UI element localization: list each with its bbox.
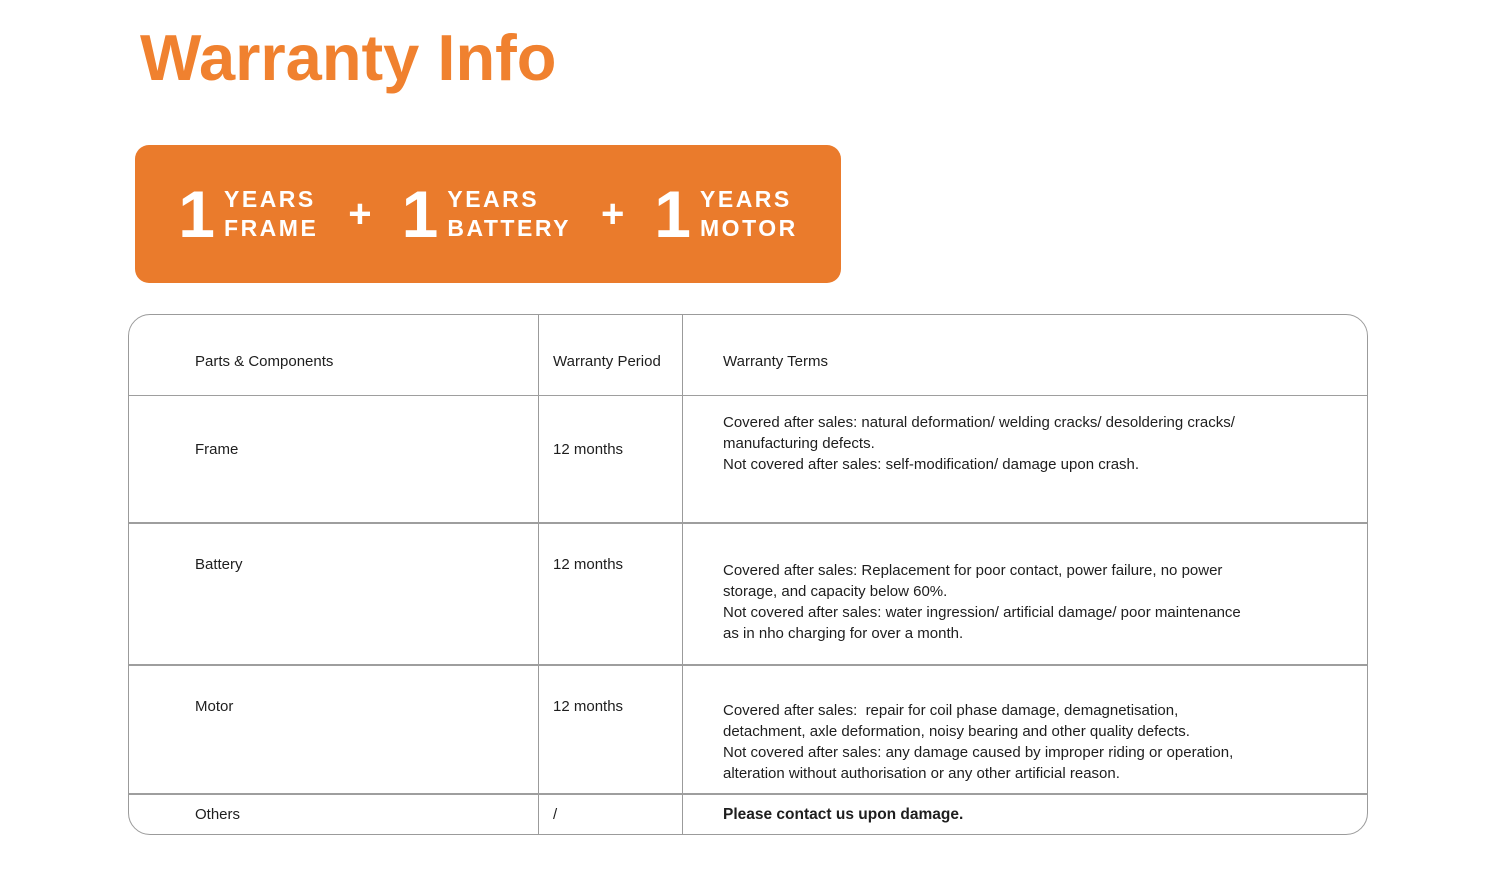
plus-sign: + xyxy=(600,192,625,236)
frame-not-covered-text: Not covered after sales: self-modification/ damage upon crash. xyxy=(723,456,1140,473)
table-header-row xyxy=(129,315,1367,395)
header-warranty-terms: Warranty Terms xyxy=(723,352,829,370)
battery-part-label: BATTERY xyxy=(447,215,571,241)
frame-covered-text: Covered after sales: natural deformation/ welding cracks/ desoldering cracks/ manufacturing defects. xyxy=(723,414,1240,452)
frame-part-cell: Frame xyxy=(129,396,539,522)
motor-part-label: MOTOR xyxy=(700,215,798,241)
page-title: Warranty Info xyxy=(140,21,557,94)
frame-period-cell: 12 months xyxy=(539,396,683,522)
table-row-battery xyxy=(129,522,1367,664)
motor-part-cell: Motor xyxy=(129,666,539,793)
battery-years-unit: YEARS xyxy=(447,186,540,213)
frame-part-label: FRAME xyxy=(224,215,319,241)
battery-covered-text: Covered after sales: Replacement for poor contact, power failure, no power storage, and capacity below 60%. xyxy=(723,562,1227,600)
others-part-cell: Others xyxy=(129,795,539,834)
motor-not-covered-text: Not covered after sales: any damage caused by improper riding or operation, alteration without authorisation or any other artificial reason. xyxy=(723,744,1238,782)
others-terms-cell xyxy=(683,795,1368,834)
others-period-cell: / xyxy=(539,795,683,834)
table-row-frame xyxy=(129,395,1367,522)
table-row-others xyxy=(129,793,1367,834)
banner-item-battery xyxy=(401,176,571,251)
motor-covered-text: Covered after sales: repair for coil phase damage, demagnetisation, detachment, axle deformation, noisy bearing and other quality defects. xyxy=(723,702,1190,740)
header-parts-components: Parts & Components xyxy=(129,315,539,395)
header-warranty-period: Warranty Period xyxy=(539,315,683,395)
battery-part-cell: Battery xyxy=(129,524,539,664)
warranty-years-banner xyxy=(135,145,841,283)
battery-not-covered-text: Not covered after sales: water ingression/ artificial damage/ poor maintenance as in nho charging for over a month. xyxy=(723,604,1245,642)
motor-years-unit: YEARS xyxy=(700,186,792,213)
banner-item-frame xyxy=(178,176,319,251)
motor-years-number: 1 xyxy=(654,176,692,251)
frame-years-number: 1 xyxy=(178,176,216,251)
warranty-table xyxy=(128,314,1368,835)
table-row-motor xyxy=(129,664,1367,793)
battery-period-cell: 12 months xyxy=(539,524,683,664)
frame-terms-cell xyxy=(683,396,1368,522)
motor-period-cell: 12 months xyxy=(539,666,683,793)
plus-sign: + xyxy=(348,192,372,236)
battery-terms-cell xyxy=(683,524,1368,664)
battery-years-number: 1 xyxy=(401,176,439,251)
motor-terms-cell xyxy=(683,666,1368,793)
others-note-text: Please contact us upon damage. xyxy=(723,805,964,823)
banner-item-motor xyxy=(654,176,798,251)
frame-years-unit: YEARS xyxy=(224,186,316,213)
